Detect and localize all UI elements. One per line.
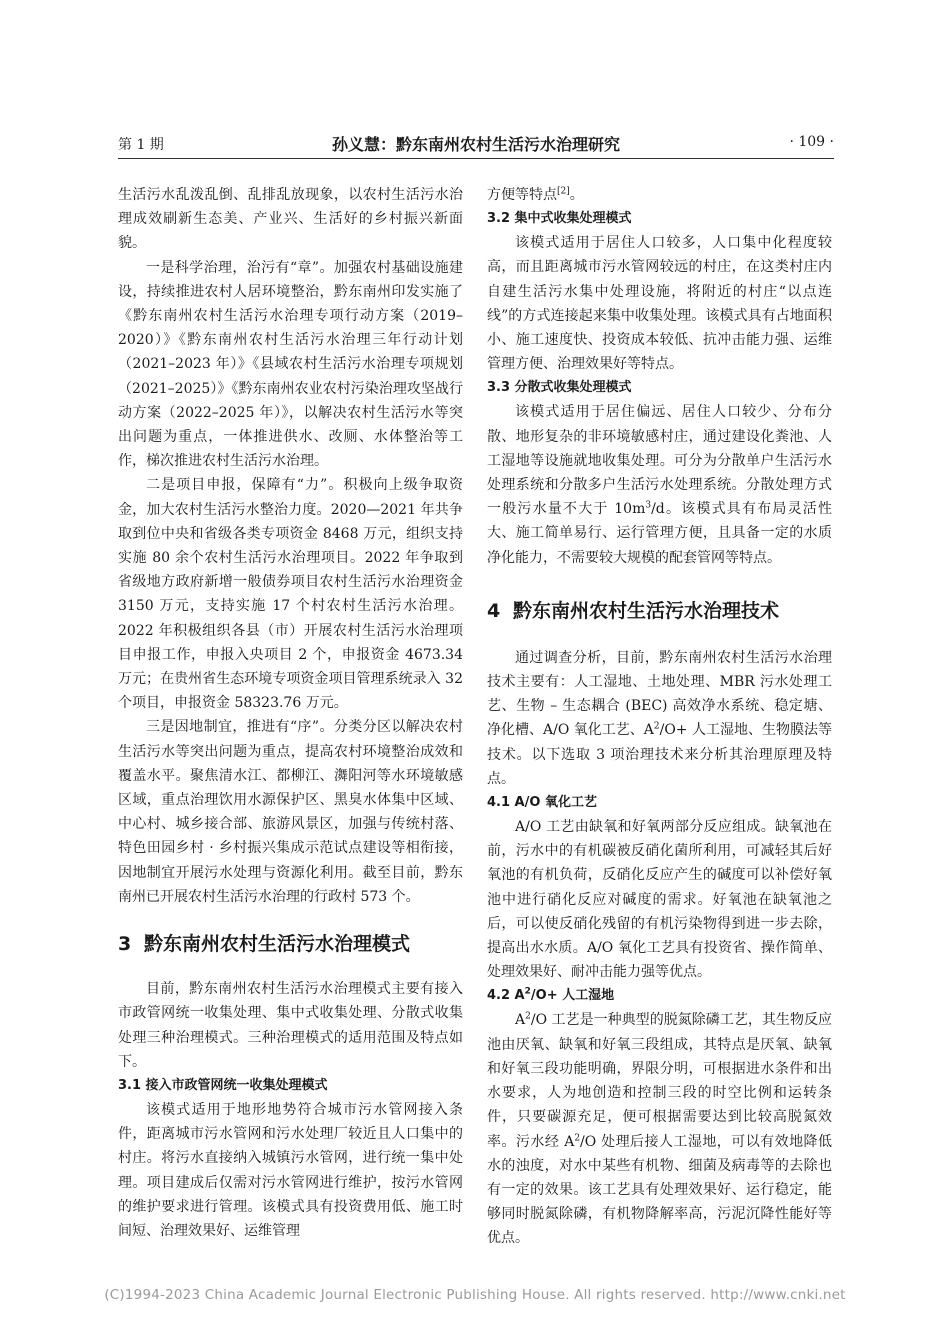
paragraph: 生活污水乱泼乱倒、乱排乱放现象，以农村生活污水治理成效刷新生态美、产业兴、生活好的乡村振兴新面貌。 xyxy=(118,187,463,252)
paragraph: 方便等特点[2]。 xyxy=(487,186,584,203)
left-column xyxy=(118,183,463,1243)
section-3-heading xyxy=(118,931,463,957)
right-column xyxy=(487,183,832,1251)
paragraph: 该模式适用于居住人口较多，人口集中化程度较高，而且距离城市污水管网较远的村庄，在这类村庄内自建生活污水集中处理设施，将附近的村庄“以点连线”的方式连接起来集中收集处理。该模式具有占地面积小、施工速度快、投资成本较低、抗冲击能力强、运维管理方便、治理效果好等特点。 xyxy=(487,235,832,373)
paragraph: 二是项目申报，保障有“力”。积极向上级争取资金，加大农村生活污水整治力度。2020—2021 年共争取到位中央和省级各类专项资金 8468 万元，组织支持实施 80 余个农村生活污水治理项目。2022 年争取到省级地方政府新增一般债券项目农村生活污水治理资金 3150 万元，支持实施 17 个村农村生活污水治理。2022 年积极组织各县（市）开展农村生活污水治理项目申报工作，申报入央项目 2 个，申报资金 4673.34 万元；在贵州省生态环境专项资金项目管理系统录入 32 个项目，申报资金 58323.76 万元。 xyxy=(118,477,463,712)
section-4-heading xyxy=(487,598,832,624)
paragraph: $A^2/O$ 工艺是一种典型的脱氮除磷工艺，其生物反应池由厌氧、缺氧和好氧三段组成，其特点是厌氧、缺氧和好氧三段功能明确，界限分明，可根据进水条件和出水要求，人为地创造和控制三段的时空比例和运转条件，只要碳源充足，便可根据需要达到比较高脱氮效率。污水经 $A^2/O$ 处理后接人工湿地，可以有效地降低水的浊度，对水中某些有机物、细菌及病毒等的去除也有一定的效果。该工艺具有处理效果好、运行稳定，能够同时脱氮除磷，有机物降解率高，污泥沉降性能好等优点。 xyxy=(487,1011,832,1247)
paragraph: 目前，黔东南州农村生活污水治理模式主要有接入市政管网统一收集处理、集中式收集处理、分散式收集处理三种治理模式。三种治理模式的适用范围及特点如下。 xyxy=(118,981,463,1070)
citation-ref[interactable]: [2] xyxy=(557,186,570,197)
paragraph: 一是科学治理，治污有“章”。加强农村基础设施建设，持续推进农村人居环境整治，黔东南州印发实施了《黔东南州农村生活污水治理专项行动方案（2019–2020）》《黔东南州农村生活污水治理三年行动计划（2021–2023 年）》《县域农村生活污水治理专项规划（2021–2025）》《黔东南州农业农村污染治理攻坚战行动方案（2022–2025 年）》，以解决农村生活污水等突出问题为重点，一体推进供水、改厕、水体整治等工作，梯次推进农村生活污水治理。 xyxy=(118,259,463,470)
paragraph: 通过调查分析，目前，黔东南州农村生活污水治理技术主要有：人工湿地、土地处理、MBR 污水处理工艺、生物 – 生态耦合 (BEC) 高效净水系统、稳定塘、净化槽、A/O 氧化工艺、$A^2/O+$ 人工湿地、生物膜法等技术。以下选取 3 项治理技术来分析其治理原理及特点。 xyxy=(487,649,832,787)
paragraph: 该模式适用于居住偏远、居住人口较少、分布分散、地形复杂的非环境敏感村庄，通过建设化粪池、人工湿地等设施就地收集处理。可分为分散单户生活污水处理系统和分散多户生活污水处理系统。分散处理方式一般污水量不大于 $10m^3/d$。该模式具有布局灵活性大、施工简单易行、运行管理方便，且具备一定的水质净化能力，不需要较大规模的配套管网等特点。 xyxy=(487,404,832,566)
section-number: 4 xyxy=(487,599,501,622)
header-rule xyxy=(118,158,834,159)
paragraph: 该模式适用于地形地势符合城市污水管网接入条件，距离城市污水管网和污水处理厂较近且人口集中的村庄。将污水直接纳入城镇污水管网，进行统一集中处理。项目建成后仅需对污水管网进行维护，按污水管网的维护要求进行管理。该模式具有投资费用低、施工时间短、治理效果好、运维管理 xyxy=(118,1101,463,1239)
paragraph: 三是因地制宜，推进有“序”。分类分区以解决农村生活污水等突出问题为重点，提高农村环境整治成效和覆盖水平。聚焦清水江、都柳江、㵲阳河等水环境敏感区域，重点治理饮用水源保护区、黑臭水体集中区域、中心村、城乡接合部、旅游风景区，加强与传统村落、特色田园乡村 · 乡村振兴集成示范试点建设等相衔接，因地制宜开展污水处理与资源化利用。截至目前，黔东南州已开展农村生活污水治理的行政村 573 个。 xyxy=(118,719,463,905)
section-title: 黔东南州农村生活污水治理技术 xyxy=(513,599,780,622)
subsection-3-2-heading: 3.2 集中式收集处理模式 xyxy=(487,211,632,227)
section-number: 3 xyxy=(118,933,132,956)
paragraph: A/O 工艺由缺氧和好氧两部分反应组成。缺氧池在前，污水中的有机碳被反硝化菌所利用，可减轻其后好氧池的有机负荷，反硝化反应产生的碱度可以补偿好氧池中进行硝化反应对碱度的需求。好氧池在缺氧池之后，可以使反硝化残留的有机污染物得到进一步去除，提高出水水质。A/O 氧化工艺具有投资省、操作简单、处理效果好、耐冲击能力强等优点。 xyxy=(487,819,832,981)
running-header xyxy=(118,134,834,156)
subsection-4-1-heading: 4.1 A/O 氧化工艺 xyxy=(487,795,597,811)
subsection-3-1-heading: 3.1 接入市政管网统一收集处理模式 xyxy=(118,1077,328,1093)
section-title: 黔东南州农村生活污水治理模式 xyxy=(144,933,411,956)
page-number: · 109 · xyxy=(789,134,834,150)
copyright-footer: (C)1994-2023 China Academic Journal Electronic Publishing House. All rights reserved. http://www.cnki.net xyxy=(104,1287,846,1303)
subsection-3-3-heading: 3.3 分散式收集处理模式 xyxy=(487,380,632,396)
running-title: 孙义慧：黔东南州农村生活污水治理研究 xyxy=(331,135,620,154)
subsection-4-2-heading: 4.2 $A^2/O+$ 人工湿地 xyxy=(487,987,615,1004)
issue-number: 第 1 期 xyxy=(118,137,164,153)
